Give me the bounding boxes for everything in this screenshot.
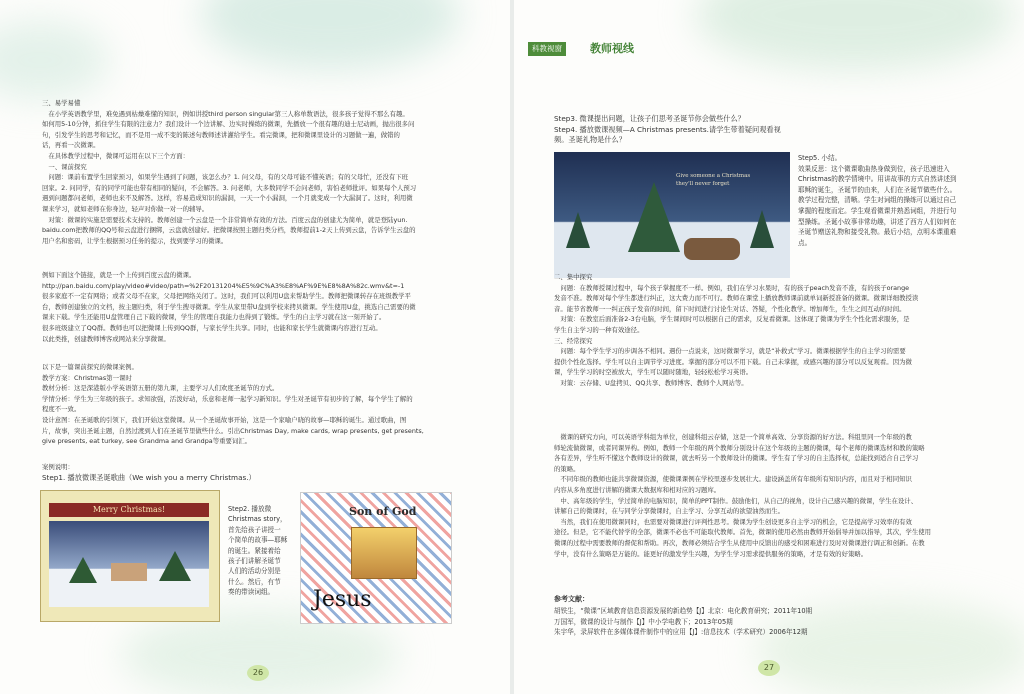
- right-page: [514, 0, 1024, 694]
- section-title: 教师视线: [590, 42, 634, 55]
- section-two-three-text: 二、集中探究 问题：在教师授课过程中，每个孩子掌握度不一样。例如，我们在学习水果时，有的孩子peach发音不准，有的孩子orange 发音不准。教师对每个学生都进行纠正，这大费力而不可行。教师在课堂上播放教师课前就单词新授准备的微课。微课详细教授读 音。能节省教师一一纠正孩子发音的时间，留下时间进行讨论生对话、答疑，个性化教学。增加师生，生生之间互动的时间。 对策：在教室后面准备2-3台电脑，学生课间时可以根据自己的需求，反复看微课。这体现了微课为学生个性化需求服务，是 学生自主学习的一种有效途径。 三、经常探究 问题：每个学生学习的步调各不相同。遇份一点说来，这时微课学习，就是“补救式”学习。微课根据学生的自主学习的需要 提供个性化选择。学生可以自主调节学习进度。掌握的部分可以不用下载。自己未掌握，或感兴趣的部分可以反复观看。因为微 课，学生学习的时空被放大，学生可以随时随地，轻轻松松学习英语。 对策：云存储、U盘拷贝、QQ共享、教师博客、教师个人网站等。: [554, 273, 919, 387]
- son-of-god-video-frame[interactable]: [300, 492, 452, 624]
- watercolor-wash-left: [0, 20, 110, 100]
- steps-top-text: Step3. 微课提出问题，让孩子们思考圣诞节你会做些什么？ Step4. 播放微课视频—A Christmas presents.请学生带着疑问观看视 频。圣诞礼物是什么？: [554, 114, 781, 145]
- watercolor-wash-top-right: [694, 0, 1014, 70]
- christmas-presents-video-frame[interactable]: [554, 152, 790, 278]
- page-number-right: 27: [758, 660, 780, 676]
- research-body-text: 微课的研究方向，可以英语学科组为单位，创建科组云存储，这是一个简单高效、分享资源的好方法。科组里同一个年级的教 师轮流做微课，或者同课异构。例如，教师一个年级的两个教师分别设计在这个年级的主题的微课，每个老师的微课选材和教的策略 各有差异，学生听不懂这个教师设计的微课，就去听另一个教师设计的微课。学生有了学习的自主选择权，总能找到适合自己学习 的策略。 不同年级的教师也能共享微课资源，使微课课例在学校里逐步发展壮大。建设涵盖所有年级所有知识内容，而且对于相同知识 内容从多角度进行讲解的微课大数据库和相对应的习题库。 中、高年级的学生，学过简单的电脑知识，简单的PPT制作。鼓励他们，从自己的视角，设计自己感兴趣的微课，学生在设计、 讲解自己的微课时，在与同学分享微课时，自主学习、分享互动的欲望油然而生。 当然，我们在使用微课同时，也需要对微课进行评判性思考。微课为学生创设更多自主学习的机会，它是提高学习效率的有效 途径。但是，它不能代替学的全部，微课不必也不可能取代教师。首先，微课的使用必然由教师开始倡导并加以指导，其次，学生使用 微课的过程中需要教师的督促和帮助。再次，教师必须结合学生从使用中反馈出的感受和困难进行及时对微课进行调正和创新。在教 学中，没有什么策略是万能的。能更好的激发学生兴趣，为学生学习需求提供服务的策略，才是有效的好策略。: [554, 433, 932, 558]
- body-text-block-a: 三、易学易懂 在小学英语教学里，难免遇到枯燥难懂的知识，例如讲授third person singular第三人称单数语法，很多孩子觉得不那么有趣。 如何用5-10分钟，抓住学生有限的注意力？我们设计一个边讲解、边实时操练的微课，先播放一个很有趣的迪士尼动画，抛出很多问 句，引发学生的思考和记忆，而不是用一成不变的陈述句教师述讲灌给学生。看完微课，把和微课里设计的习题做一遍，做错的 话，再看一次微课。 在具体教学过程中，微课可运用在以下三个方面： 一、课前探究 问题：课前布置学生回家预习，如果学生遇到了问题，该怎么办？1. 问父母，有的父母可能不懂英语；有的父母忙，还没有下班 回家。2. 问同学，有的同学可能也带有相同的疑问，不会解答。3. 问老师，大多数同学不会问老师，害怕老师批评。如果每个人预习 遇到问题都问老师，老师也来不及解答。这样，容易造成知识的漏洞，一天一个小漏洞，一个月就变成一个大漏洞了。这时，利用微 课来学习，就如老师在你身边，轻声对你做一对一的辅导。 对策：微课的实施是需要技术支持的。教师创建一个云盘是一个非常简单有效的方法。百度云盘的创建尤为简单，就是登陆yun. baidu.com把教师的QQ号和云盘进行捆绑，云盘就创建好。把微课按照主题归类分档，教师提前1-2天上传到云盘，告诉学生云盘的 用户名和密码，让学生根据预习任务的提示，找到要学习的微课。: [42, 99, 417, 245]
- step2-caption: Step2. 播放微 Christmas story， 首先给孩子讲授一 个简单的故事—耶稣 的诞生。紧接着给 孩子们讲解圣诞节 人们的活动分别是 什么。然后，有节 奏的带读词组。: [228, 505, 288, 597]
- references-title: 参考文献：: [554, 595, 589, 603]
- christmas-tree-icon: [628, 182, 680, 252]
- step5-text: Step5. 小结。 效果反思：这个微课歌曲热身做到位，孩子迅速进入 Christmas的教学情境中。用讲故事的方式自然讲述到 耶稣的诞生，圣诞节的由来，人们在圣诞节做些什么。 教学过程完整，清晰。学生对词组的操练可以通过自己 掌握的程度而定。学生观看微课并熟悉词组，并进行句 型操练。圣诞小故事非常幼趣，讲述了西方人们如何在 圣诞节赠送礼物和接受礼物。最后小结，点明本课重难 点。: [798, 154, 957, 247]
- christmas-song-video-frame[interactable]: [40, 490, 220, 622]
- panel-caption: Jesus: [313, 587, 372, 612]
- panel-title: Son of God: [349, 505, 417, 518]
- section-tag: 科教视窗: [528, 42, 566, 56]
- left-page: [0, 0, 510, 694]
- step1-caption: Step1. 播放微课圣诞歌曲（We wish you a merry Christmas.）: [42, 473, 256, 482]
- body-text-block-b: 例如下面这个链接，就是一个上传到百度云盘的微课。 http://pan.baidu.com/play/video#video/path=%2F20131204%E5%9C%A3%E8%AF%9E%E8%8A%82c.wmv&t=-1 很多家庭不一定有网络；或者父母不在家，父母把网络关闭了。这时，我们可以利用U盘来帮助学生。教师把微课转存在班级教学平 台，教师创建独立的文档，按主题归类，利于学生搜寻微课。学生从家里带U盘到学校来拷贝微课。学生使用U盘，挑选自己需要的微 课来下载。学生还能用U盘管理自己下载的微课，学生的管理自我能力也得到了锻炼。学生的自主学习就在这一刻开始了。 很多班级建立了QQ群。教师也可以把微课上传到QQ群，与家长学生共享。同时，也能和家长学生就微课内容进行互动。 以此类推，创建教师博客或网站来分享微课。: [42, 271, 416, 343]
- snow-village-image: [49, 521, 209, 607]
- nativity-image: [351, 527, 417, 579]
- video-overlay-text: Give someone a Christmas they'll never forget: [676, 173, 751, 187]
- references-list: 胡铁生，“微课”区域教育信息资源发展的新趋势【J】北京：电化教育研究；2011年10期 万国军，微课的设计与制作【J】中小学电教下；2013年05期 朱宇华，录屏软件在多媒体课件制作中的应用【J】:信息技术（学术研究）2006年12期: [554, 607, 813, 637]
- watercolor-wash-top: [200, 0, 460, 70]
- video-title-bar: Merry Christmas!: [49, 503, 209, 517]
- reindeer-figures: [684, 238, 740, 260]
- case-label: 案例说明：: [42, 463, 74, 471]
- body-text-block-c: 以下是一篇课前探究的微课案例。 教学方案：Christmas第一课时 教材分析：这是深港版小学英语第五册的第九课，主要学习人们欢度圣诞节的方式。 学情分析：学生为三年级的孩子。求知欲强，活泼好动，乐意和老师一起学习新知识。学生对圣诞节有初步的了解，每个学生了解的 程度不一致。 设计意图：在圣诞歌的引领下，我们开始这堂微课。从一个圣诞故事开始，这是一个家喻户晓的故事—耶稣的诞生。通过歌曲，图 片，故事，突出圣诞主题，自然过渡到人们在圣诞节里做些什么。引出Christmas Day, make cards, wrap presents, get presents, give presents, eat turkey, see Grandma and Grandpa等重要词汇。: [42, 363, 424, 446]
- page-number-left: 26: [247, 665, 269, 681]
